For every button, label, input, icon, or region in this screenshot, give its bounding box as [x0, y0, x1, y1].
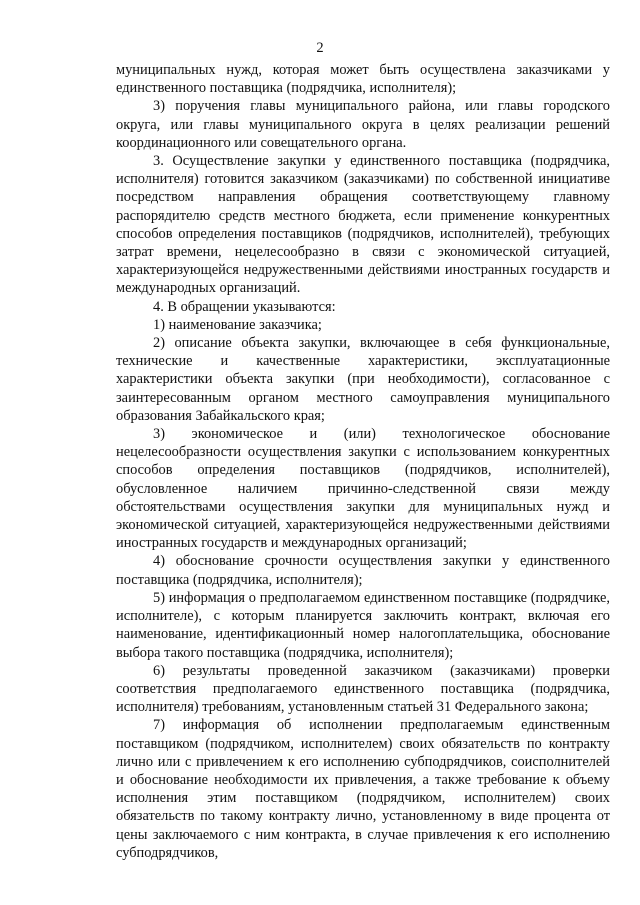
paragraph: 2) описание объекта закупки, включающее в себя функциональные, технические и качественные характеристики, эксплуатационные характеристики объекта закупки (при необходимости), согласованное с заинтересованным органом местного самоуправления муниципального образования Забайкальского края;: [116, 335, 610, 424]
paragraph: 3. Осуществление закупки у единственного поставщика (подрядчика, исполнителя) готовится заказчиком (заказчиками) по собственной инициативе посредством направления обращения соответствующему главному распорядителю средств местного бюджета, если применение конкурентных способов определения поставщиков (подрядчиков, исполнителей), требующих затрат времени, нецелесообразно в связи с экономической ситуацией, характеризующейся недружественными действиями иностранных государств и международных организаций.: [116, 153, 610, 297]
paragraph: муниципальных нужд, которая может быть осуществлена заказчиками у единственного поставщика (подрядчика, исполнителя);: [116, 62, 610, 97]
paragraph: 7) информация об исполнении предполагаемым единственным поставщиком (подрядчиком, исполнителем) своих обязательств по контракту лично или с привлечением к его исполнению субподрядчиков, соисполнителей и обоснование необходимости их привлечения, а также требование к объему исполнения этим поставщиком (подрядчиком, исполнителем) своих обязательств по такому контракту лично, установленному в виде процента от цены заключаемого с ним контракта, в случае привлечения к его исполнению субподрядчиков,: [116, 717, 610, 861]
paragraph: 3) поручения главы муниципального района, или главы городского округа, или главы муниципального округа в целях реализации решений координационного или совещательного органа.: [116, 98, 610, 151]
paragraph: 4. В обращении указываются:: [153, 298, 336, 315]
page-number: 2: [316, 40, 324, 56]
paragraph: 1) наименование заказчика;: [153, 316, 322, 333]
paragraph: 6) результаты проведенной заказчиком (заказчиками) проверки соответствия предполагаемого единственного поставщика (подрядчика, исполнителя) требованиям, установленным статьей 31 Федерального закона;: [116, 662, 610, 716]
paragraph: 5) информация о предполагаемом единственном поставщике (подрядчике, исполнителе), с которым планируется заключить контракт, включая его наименование, идентификационный номер налогоплательщика, обоснование выбора такого поставщика (подрядчика, исполнителя);: [116, 589, 610, 661]
paragraph: 4) обоснование срочности осуществления закупки у единственного поставщика (подрядчика, исполнителя);: [116, 553, 610, 588]
paragraph: 3) экономическое и (или) технологическое обоснование нецелесообразности осуществления закупки с использованием конкурентных способов определения поставщиков (подрядчиков, исполнителей), обусловленное наличием причинно-следственной связи между обстоятельствами осуществления закупки для муниципальных нужд и экономической ситуацией, характеризующейся недружественными действиями иностранных государств и международных организаций;: [116, 426, 610, 552]
document-body: [116, 61, 610, 862]
